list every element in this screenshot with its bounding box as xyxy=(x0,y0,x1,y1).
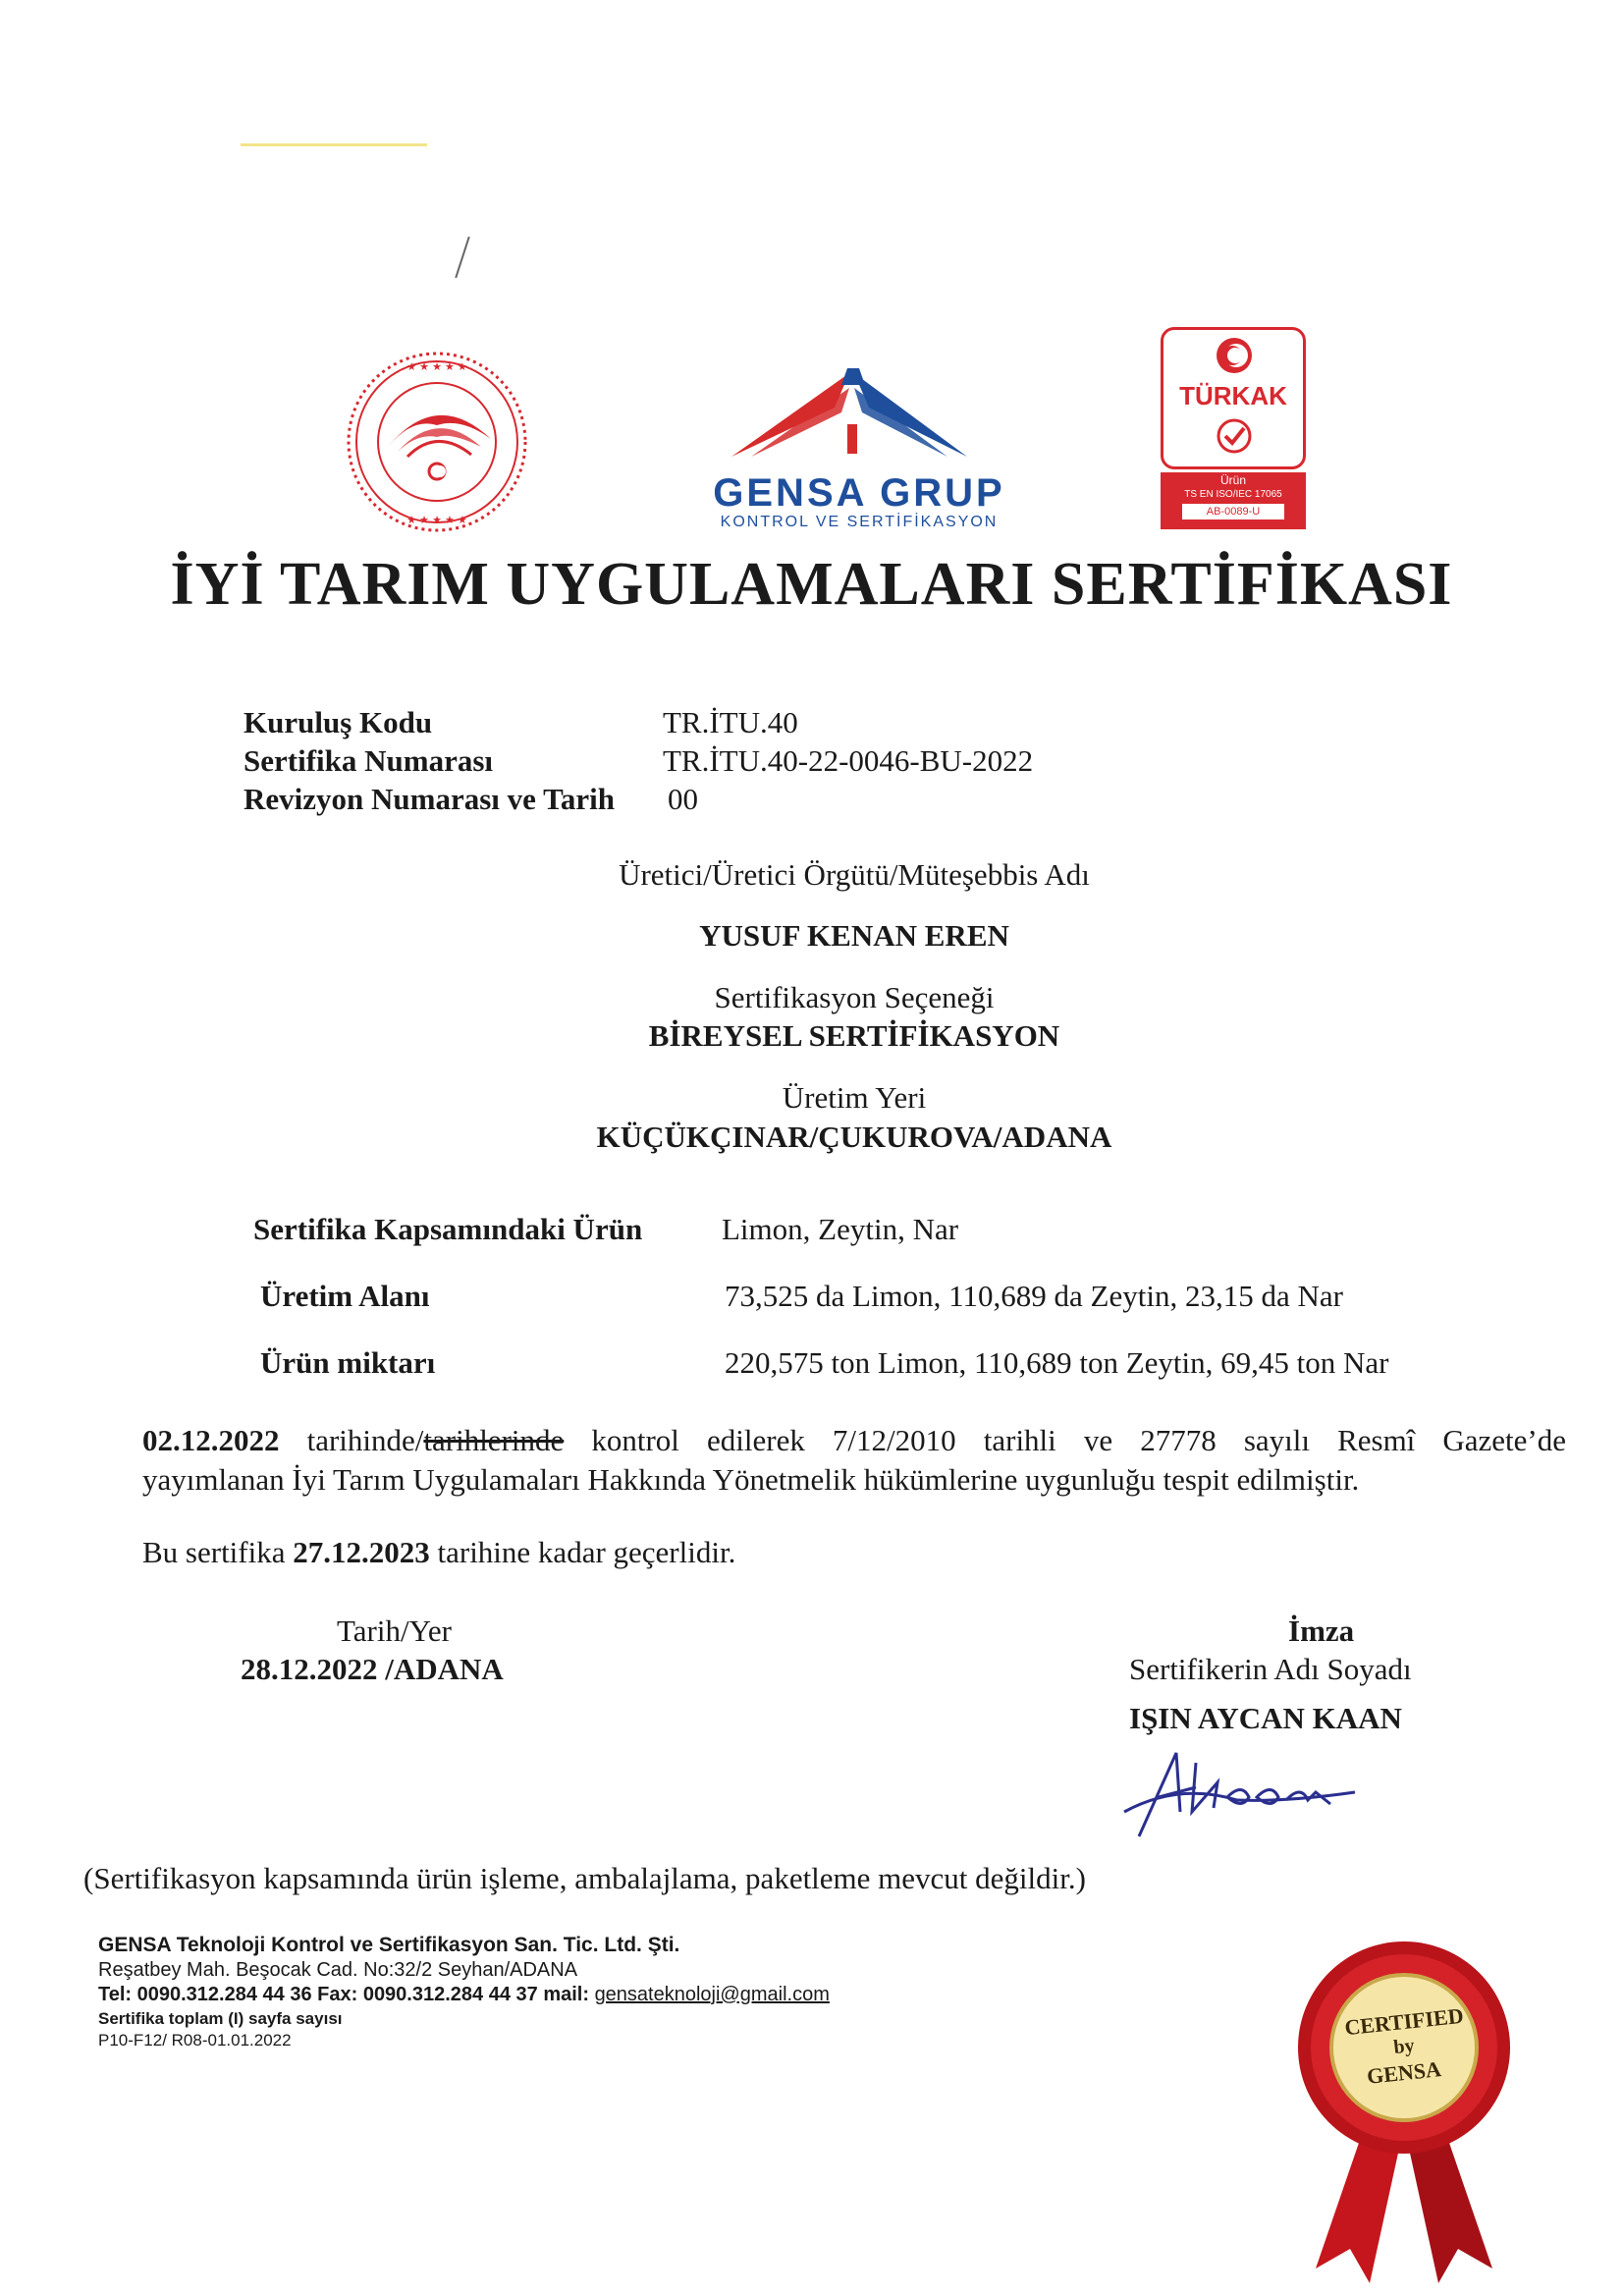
validity-line xyxy=(142,1535,735,1570)
info-value-2: 00 xyxy=(668,782,698,816)
issue-label: Tarih/Yer xyxy=(337,1613,452,1648)
turkak-name: TÜRKAK xyxy=(1179,381,1287,410)
statement-line-2: yayımlanan İyi Tarım Uygulamaları Hakkında Yönetmelik hükümlerine uygunluğu tespit edilmiştir. xyxy=(142,1462,1360,1497)
seal-line1: CERTIFIED xyxy=(1343,2002,1465,2041)
statement-rest-line1: kontrol edilerek 7/12/2010 tarihli ve 27778 sayılı Resmî Gazete’de xyxy=(591,1423,1567,1457)
seal-line2: by xyxy=(1392,2034,1416,2059)
gensa-logo-name: GENSA GRUP xyxy=(713,471,1005,515)
certified-seal-icon xyxy=(1276,1925,1532,2288)
seal-line3: GENSA xyxy=(1365,2056,1442,2089)
handwritten-signature-icon xyxy=(1119,1743,1365,1841)
turkak-bar xyxy=(1161,472,1306,529)
turkak-logo xyxy=(1161,327,1306,469)
signature-label: İmza xyxy=(1288,1613,1355,1648)
certificate-title: İYİ TARIM UYGULAMALARI SERTİFİKASI xyxy=(170,551,1453,618)
validity-prefix: Bu sertifika xyxy=(142,1535,286,1569)
turkak-crescent-icon xyxy=(1213,336,1256,375)
footer-pages: Sertifika toplam (I) sayfa sayısı xyxy=(98,2009,343,2028)
gensa-logo-icon xyxy=(731,363,987,462)
validity-date: 27.12.2023 xyxy=(293,1535,430,1569)
scope-label-2: Ürün miktarı xyxy=(260,1345,436,1380)
scope-label-1: Üretim Alanı xyxy=(260,1279,430,1313)
place-label: Üretim Yeri xyxy=(782,1080,927,1115)
signer-name: IŞIN AYCAN KAAN xyxy=(1129,1701,1402,1735)
ministry-seal-icon xyxy=(344,349,530,535)
footer-email-link[interactable]: gensateknoloji@gmail.com xyxy=(594,1984,830,2005)
svg-text:★ ★ ★ ★ ★: ★ ★ ★ ★ ★ xyxy=(406,361,467,373)
option-value: BİREYSEL SERTİFİKASYON xyxy=(648,1018,1060,1053)
turkak-check-icon xyxy=(1215,416,1254,456)
signature-sub-label: Sertifikerin Adı Soyadı xyxy=(1129,1652,1412,1686)
footer-code: P10-F12/ R08-01.01.2022 xyxy=(98,2031,292,2050)
info-label-1: Sertifika Numarası xyxy=(243,743,494,778)
footer-address: Reşatbey Mah. Beşocak Cad. No:32/2 Seyhan/ADANA xyxy=(98,1959,578,1981)
scope-note: (Sertifikasyon kapsamında ürün işleme, ambalajlama, paketleme mevcut değildir.) xyxy=(83,1861,1086,1895)
turkak-line1: Ürün xyxy=(1219,473,1246,487)
turkak-line2: TS EN ISO/IEC 17065 xyxy=(1184,489,1282,500)
footer-company: GENSA Teknoloji Kontrol ve Sertifikasyon San. Tic. Ltd. Şti. xyxy=(98,1934,680,1956)
place-value: KÜÇÜKÇINAR/ÇUKUROVA/ADANA xyxy=(596,1120,1112,1154)
scan-mark-slash xyxy=(455,237,469,278)
producer-name: YUSUF KENAN EREN xyxy=(699,918,1009,953)
footer-contact: Tel: 0090.312.284 44 36 Fax: 0090.312.284 44 37 mail: xyxy=(98,1984,589,2005)
scan-mark-yellow xyxy=(241,143,427,146)
footer-contact-line xyxy=(98,1983,830,2006)
info-value-1: TR.İTU.40-22-0046-BU-2022 xyxy=(663,743,1034,778)
info-value-0: TR.İTU.40 xyxy=(663,705,798,739)
info-label-2: Revizyon Numarası ve Tarih xyxy=(243,782,616,816)
scope-value-2: 220,575 ton Limon, 110,689 ton Zeytin, 69,45 ton Nar xyxy=(725,1345,1389,1380)
scope-value-0: Limon, Zeytin, Nar xyxy=(722,1212,959,1246)
scope-label-0: Sertifika Kapsamındaki Ürün xyxy=(253,1212,643,1246)
statement-date: 02.12.2022 xyxy=(142,1423,280,1457)
info-label-0: Kuruluş Kodu xyxy=(243,705,433,739)
producer-label: Üretici/Üretici Örgütü/Müteşebbis Adı xyxy=(619,857,1090,892)
issue-value: 28.12.2022 /ADANA xyxy=(241,1652,504,1686)
statement-line-1 xyxy=(142,1421,1566,1460)
gensa-logo-tagline: KONTROL VE SERTİFİKASYON xyxy=(720,514,999,530)
statement-word1: tarihinde/ xyxy=(306,1423,424,1457)
scope-value-1: 73,525 da Limon, 110,689 da Zeytin, 23,15 da Nar xyxy=(725,1279,1343,1313)
validity-suffix: tarihine kadar geçerlidir. xyxy=(437,1535,736,1569)
turkak-line3: AB-0089-U xyxy=(1182,504,1284,519)
svg-text:★ ★ ★ ★ ★: ★ ★ ★ ★ ★ xyxy=(406,515,467,526)
statement-struck: tarihlerinde xyxy=(423,1423,565,1457)
option-label: Sertifikasyon Seçeneği xyxy=(714,980,995,1014)
